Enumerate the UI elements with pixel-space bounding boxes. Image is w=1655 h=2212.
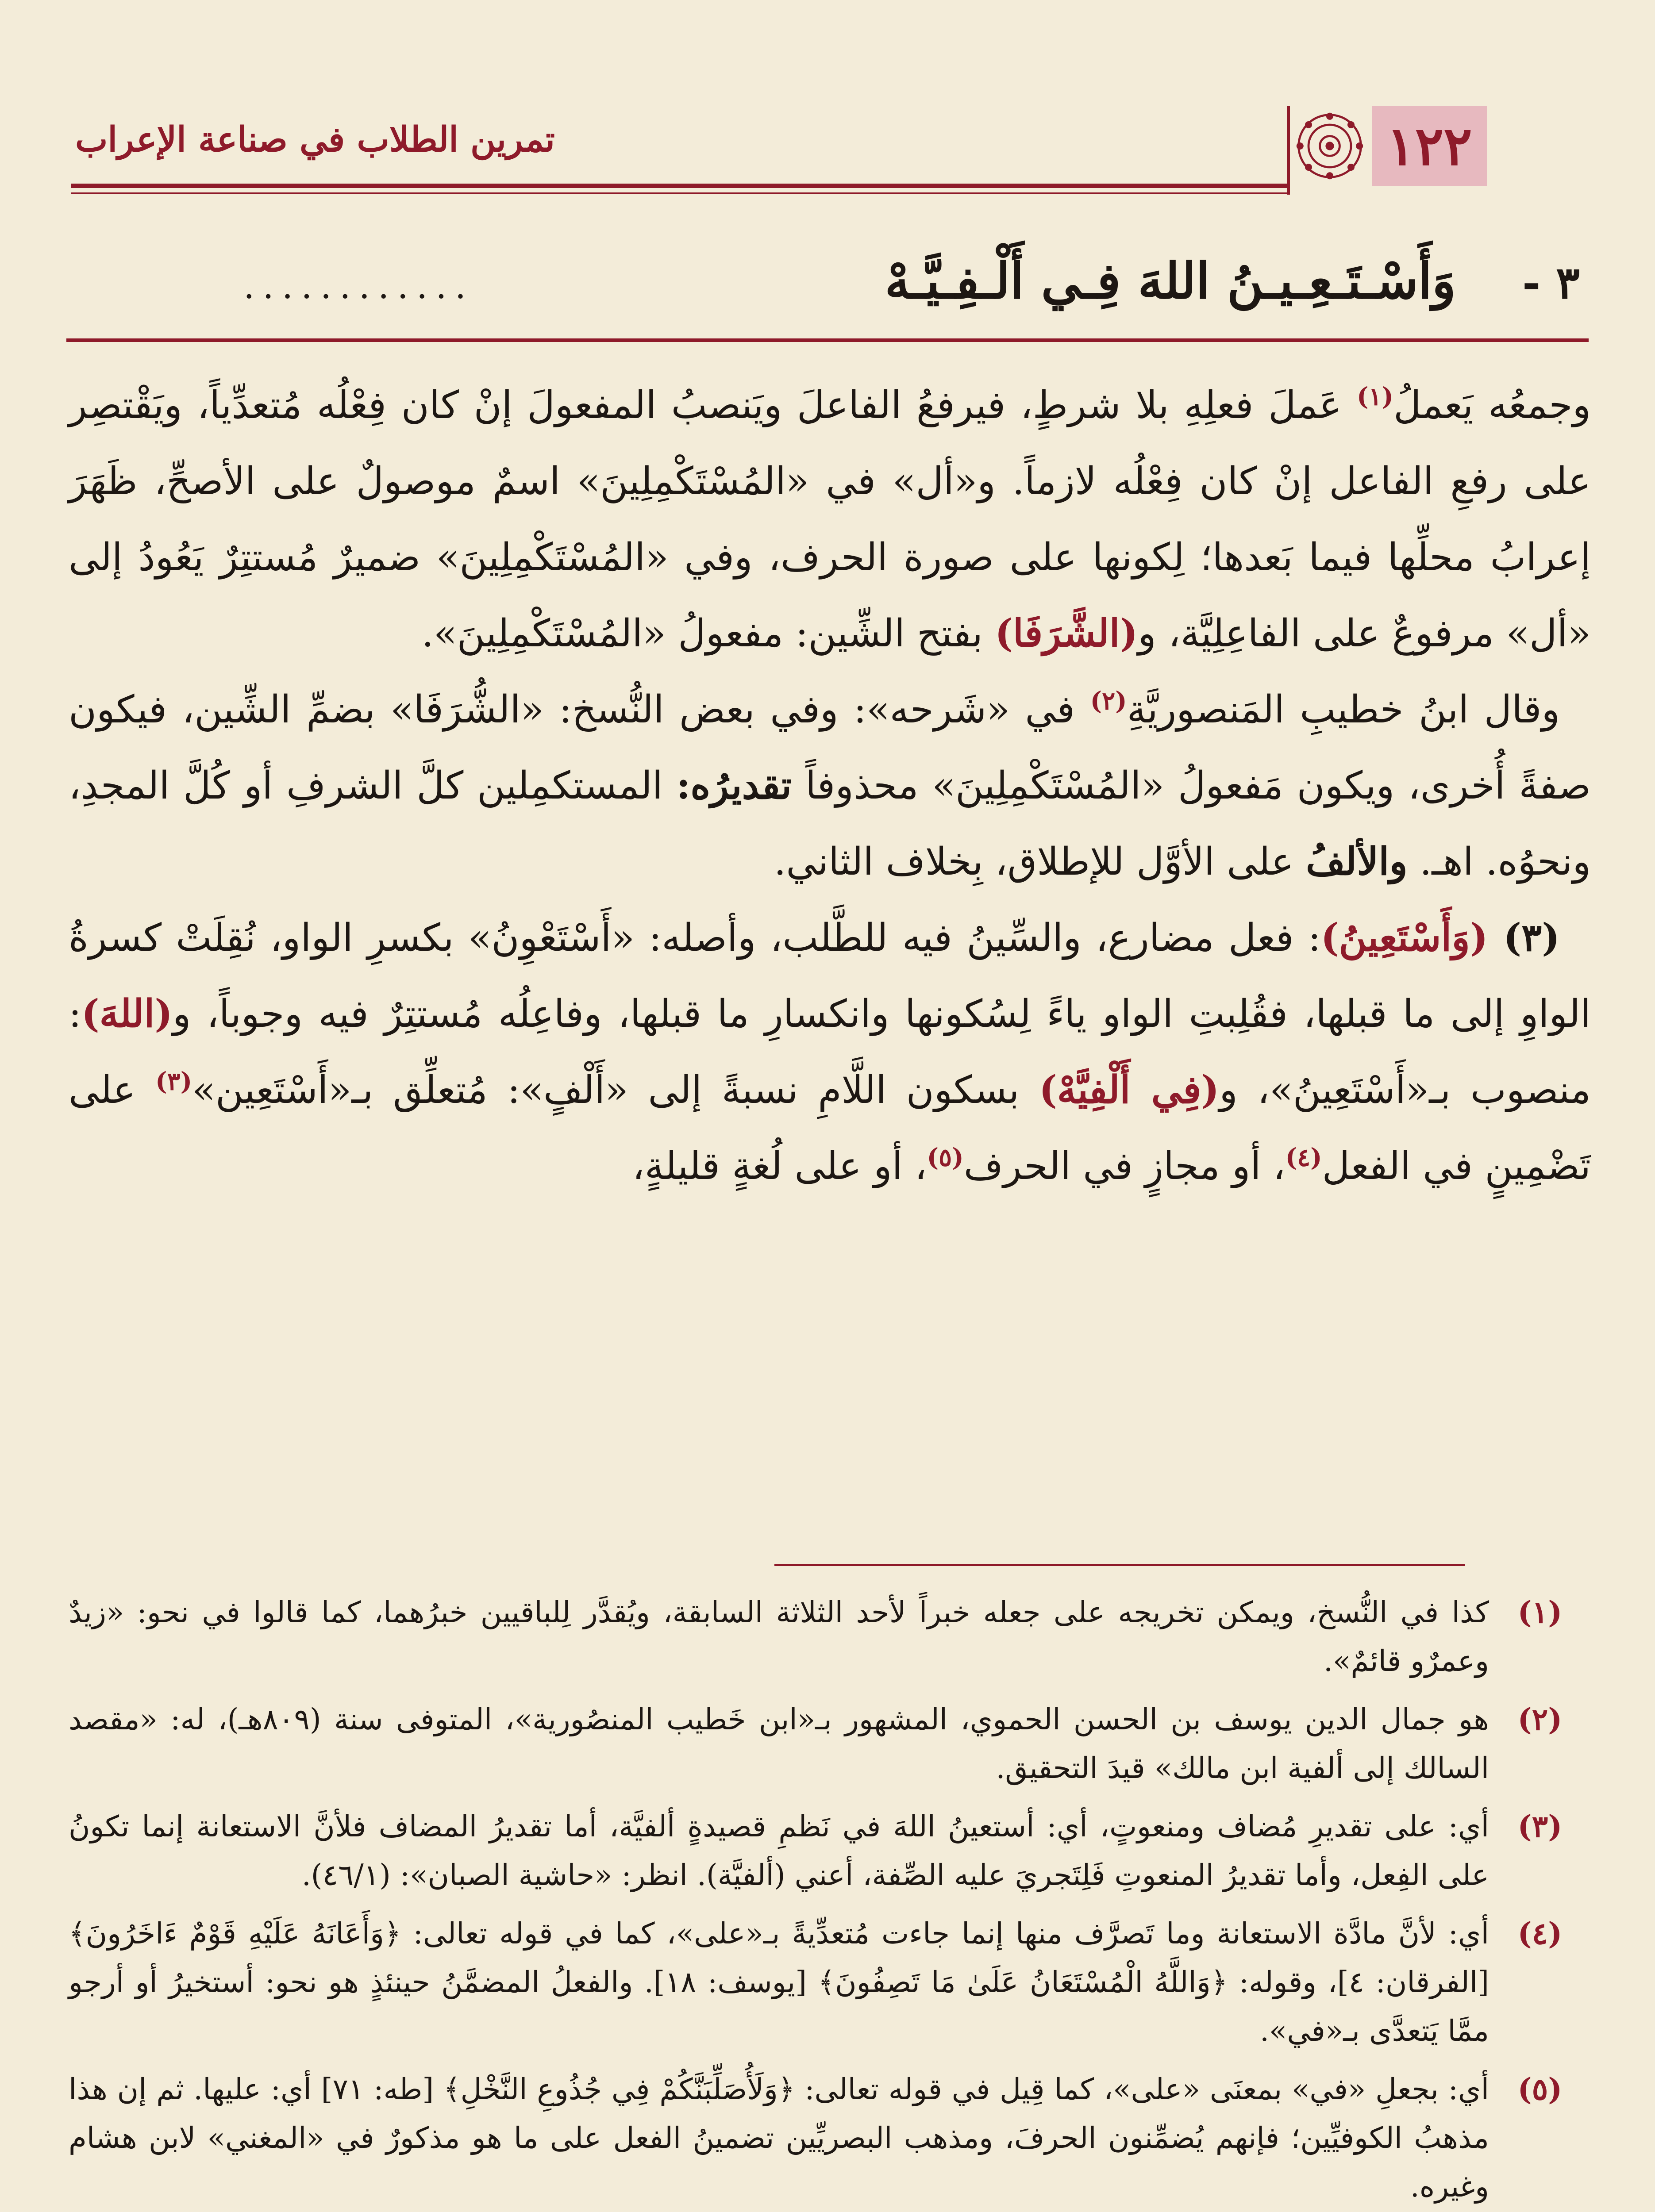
text-run: ، أو على لُغةٍ قليلةٍ، <box>632 1144 927 1188</box>
bold-term: والألفُ <box>1306 839 1408 884</box>
footnote-number: (١) <box>1517 1595 1563 1630</box>
footnote-text: أي: لأنَّ مادَّة الاستعانة وما تَصرَّف منها إنما جاءت مُتعدِّيةً بـ«على»، كما في قوله تعالى: ﴿وَأَعَانَهُ عَلَيْهِ قَوْمٌ ءَاخَرُونَ﴾ [الفرقان: ٤]، وقوله: ﴿وَاللَّهُ الْمُسْتَعَانُ عَلَىٰ مَا تَصِفُونَ﴾ [يوسف: ١٨]. والفعلُ المضمَّنُ حينئذٍ هو نحو: أستخيرُ أو أرجو ممَّا يَتعدَّى بـ«في». <box>69 1916 1489 2048</box>
running-header <box>71 93 1487 204</box>
footnote-ref[interactable]: (١) <box>1356 382 1394 411</box>
footnote-text: أي: بجعلِ «في» بمعنَى «على»، كما قِيل في قوله تعالى: ﴿وَلَأُصَلِّبَنَّكُمْ فِي جُذُوعِ النَّخْلِ﴾ [طه: ٧١] أي: عليها. ثم إن هذا مذهبُ الكوفيِّين؛ فإنهم يُضمِّنون الحرفَ، ومذهب البصريِّين تضمينُ الفعل على ما هو مذكورٌ في «المغني» لابن هشام وغيره. <box>69 2072 1489 2204</box>
text-run: : منصوب بـ«أَسْتَعِينُ»، و <box>69 992 1591 1112</box>
text-run: على تَضْمِينٍ في الفعل <box>69 1068 1591 1188</box>
highlighted-term: (فِي أَلْفِيَّهْ) <box>1039 1068 1220 1112</box>
text-run: في «شَرحه»: وفي بعض النُّسخ: «الشُّرَفَا» بضمِّ الشِّين، فيكون صفةً أُخرى، ويكون مَفعولُ «المُسْتَكْمِلِينَ» محذوفاً <box>69 687 1591 808</box>
footnote <box>69 2065 1591 2211</box>
paragraph <box>69 672 1591 900</box>
footnote-text: كذا في النُّسخ، ويمكن تخريجه على جعله خبراً لأحد الثلاثة السابقة، ويُقدَّر لِلباقيين خبرُهما، كما قالوا في نحو: «زيدٌ وعمرٌو قائمٌ». <box>69 1595 1489 1678</box>
footnote <box>69 1588 1591 1686</box>
header-rule-thin <box>71 192 1290 194</box>
paragraph <box>69 367 1591 672</box>
verse-heading <box>164 248 1580 327</box>
footnote-ref[interactable]: (٣) <box>155 1067 192 1096</box>
text-run: المستكمِلين كلَّ الشرفِ أو كُلَّ المجدِ، ونحوُه. اهـ. <box>69 764 1591 884</box>
header-rule <box>71 184 1290 188</box>
commentary-body <box>69 367 1591 1204</box>
book-title: تمرين الطلاب في صناعة الإعراب <box>75 119 555 160</box>
text-run: ، أو مجازٍ في الحرف <box>963 1144 1286 1188</box>
footnote <box>69 1695 1591 1793</box>
text-run: على الأوَّل للإطلاق، بِخلاف الثاني. <box>774 840 1306 884</box>
footnote <box>69 1909 1591 2055</box>
bold-term: تقديرُه: <box>676 763 792 808</box>
page-number: ١٢٢ <box>1372 106 1487 186</box>
rosette-ornament-icon <box>1294 111 1365 181</box>
footnote-number: (٣) <box>1517 1809 1563 1844</box>
verse-divider <box>66 338 1589 342</box>
footnote-number: (٢) <box>1517 1702 1563 1737</box>
footnote-number: (٥) <box>1517 2072 1563 2107</box>
footnote-divider <box>774 1564 1465 1566</box>
footnote-ref[interactable]: (٢) <box>1090 686 1127 716</box>
highlighted-term: (وَأَسْتَعِينُ) <box>1320 915 1488 960</box>
highlighted-term: (اللهَ) <box>81 991 173 1036</box>
footnote-ref[interactable]: (٤) <box>1285 1143 1322 1172</box>
item-number: (٣) <box>1488 915 1560 960</box>
text-run: : فعل مضارع، والسِّينُ فيه للطَّلب، وأصله: «أَسْتَعْوِنُ» بكسرِ الواو، نُقِلَتْ كسرةُ الواوِ إلى ما قبلها، فقُلِبتِ الواو ياءً لِسُكونها وانكسارِ ما قبلها، وفاعِلُه مُستتِرٌ فيه وجوباً، و <box>69 916 1591 1036</box>
footnotes <box>69 1588 1591 2212</box>
text-run: وجمعُه يَعملُ <box>1393 383 1591 427</box>
text-run: بفتح الشِّين: مفعولُ «المُسْتَكْمِلِينَ». <box>421 611 995 656</box>
footnote-text: أي: على تقديرِ مُضاف ومنعوتٍ، أي: أستعينُ اللهَ في نَظمِ قصيدةٍ ألفيَّة، أما تقديرُ المضاف فلأنَّ الاستعانة إنما تكونُ على الفِعل، وأما تقديرُ المنعوتِ فَلِتَجريَ عليه الصِّفة، أعني (ألفيَّة). انظر: «حاشية الصبان»: (٤٦/١). <box>69 1809 1489 1892</box>
highlighted-term: (الشَّرَفَا) <box>995 611 1138 656</box>
text-run: وقال ابنُ خطيبِ المَنصوريَّةِ <box>1127 687 1560 732</box>
paragraph <box>69 900 1591 1204</box>
verse-number: ٣ - <box>1522 257 1580 309</box>
text-run: بسكون اللَّامِ نسبةً إلى «أَلْفٍ»: مُتعلِّق بـ«أَسْتَعِين» <box>192 1068 1039 1112</box>
footnote-text: هو جمال الدين يوسف بن الحسن الحموي، المشهور بـ«ابن خَطيب المنصُورية»، المتوفى سنة (٨٠٩هـ)، له: «مقصد السالك إلى ألفية ابن مالك» قيدَ التحقيق. <box>69 1702 1489 1785</box>
verse-dots: ............ <box>243 265 474 307</box>
footnote-number: (٤) <box>1517 1916 1563 1951</box>
footnote-ref[interactable]: (٥) <box>927 1143 964 1172</box>
header-vertical-rule <box>1287 106 1290 195</box>
text-run: عَملَ فعلِهِ بلا شرطٍ، فيرفعُ الفاعلَ ويَنصبُ المفعولَ إنْ كان فِعْلُه مُتعدِّياً، ويَقْتصِر على رفعِ الفاعل إنْ كان فِعْلُه لازماً. و«أل» في «المُسْتَكْمِلِينَ» اسمٌ موصولٌ على الأصحِّ، ظَهَرَ إعرابُ محلِّها فيما بَعدها؛ لِكونها على صورة الحرف، وفي «المُسْتَكْمِلِينَ» ضميرٌ مُستتِرٌ يَعُودُ إلى «أل» مرفوعٌ على الفاعِلِيَّة، و <box>69 383 1591 656</box>
footnote <box>69 1802 1591 1900</box>
verse-text: وَأَسْـتَـعِـيـنُ اللهَ فِـي أَلْـفِـيَّـهْ <box>885 252 1456 310</box>
